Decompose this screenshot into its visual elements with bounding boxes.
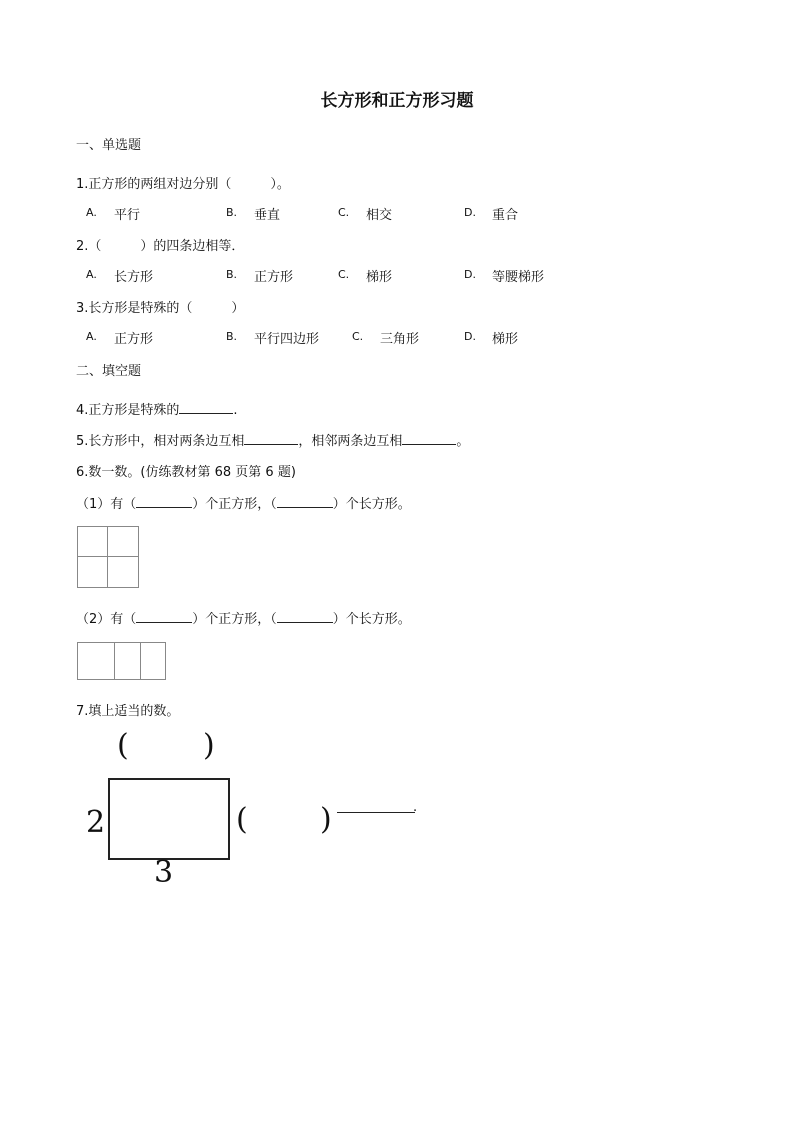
q6-part1-b: ）个正方形，（ [192, 497, 277, 512]
q1-option-c-letter: C. [338, 206, 350, 219]
q6-part2-a: （2）有（ [76, 612, 137, 627]
q3-option-d[interactable]: 梯形 [492, 332, 519, 347]
question-4-blank[interactable] [179, 401, 233, 414]
q2-option-a[interactable]: 长方形 [114, 270, 154, 285]
q2-option-b[interactable]: 正方形 [254, 270, 294, 285]
question-2-stem: 2.（ ）的四条边相等． [76, 239, 245, 254]
question-4-suffix: . [233, 403, 238, 418]
q2-option-c-letter: C. [338, 268, 350, 281]
q6-part1-blank-squares[interactable] [136, 495, 192, 508]
q1-option-d-letter: D. [464, 206, 476, 219]
strip-divider-2 [140, 642, 141, 680]
bottom-side-label: 3 [154, 855, 174, 890]
grid-horizontal-divider [77, 556, 139, 557]
q1-option-b[interactable]: 垂直 [254, 208, 281, 223]
top-answer-slot[interactable] [134, 742, 200, 760]
question-5-prefix: 5.长方形中，相对两条边互相 [76, 434, 245, 449]
q3-option-a-letter: A. [86, 330, 97, 343]
question-5-blank-1[interactable] [244, 432, 298, 445]
q3-option-b-letter: B. [226, 330, 238, 343]
answer-underline[interactable] [337, 812, 415, 813]
q6-part1-a: （1）有（ [76, 497, 137, 512]
strip-outer-rect [77, 642, 166, 680]
left-side-label: 2 [86, 805, 106, 840]
q2-option-b-letter: B. [226, 268, 238, 281]
q1-option-c[interactable]: 相交 [366, 208, 393, 223]
q6-part1-c: ）个长方形。 [332, 497, 411, 512]
grid-outer-square [77, 526, 139, 588]
q3-option-c-letter: C. [352, 330, 364, 343]
q1-option-a-letter: A. [86, 206, 97, 219]
section-fill-blank: 二、填空题 [76, 364, 142, 379]
question-6-stem: 6.数一数。(仿练教材第 68 页第 6 题) [76, 465, 296, 480]
question-5-blank-2[interactable] [402, 432, 456, 445]
page-title: 长方形和正方形习题 [320, 91, 474, 111]
q2-option-c[interactable]: 梯形 [366, 270, 393, 285]
question-3-stem: 3.长方形是特殊的（ ） [76, 301, 245, 316]
q6-part2-blank-rectangles[interactable] [277, 610, 333, 623]
grid-vertical-divider [107, 526, 108, 588]
answer-end-mark: . [413, 800, 418, 815]
question-6-part-2 [76, 608, 411, 627]
question-4 [76, 399, 238, 418]
q2-option-d-letter: D. [464, 268, 476, 281]
question-6-part-1 [76, 493, 411, 512]
q2-option-d[interactable]: 等腰梯形 [492, 270, 545, 285]
right-paren-open: ( [236, 802, 248, 837]
q6-part2-blank-squares[interactable] [136, 610, 192, 623]
strip-divider-1 [114, 642, 115, 680]
top-paren-close: ) [203, 728, 215, 763]
q2-option-a-letter: A. [86, 268, 97, 281]
question-5-suffix: 。 [456, 434, 470, 449]
q3-option-a[interactable]: 正方形 [114, 332, 154, 347]
q6-part2-b: ）个正方形，（ [192, 612, 277, 627]
right-paren-close: ) [320, 802, 332, 837]
q3-option-d-letter: D. [464, 330, 476, 343]
top-paren-open: ( [117, 728, 129, 763]
question-5 [76, 430, 469, 449]
q6-part2-c: ）个长方形。 [332, 612, 411, 627]
q6-part1-blank-rectangles[interactable] [277, 495, 333, 508]
q3-option-b[interactable]: 平行四边形 [254, 332, 320, 347]
section-single-choice: 一、单选题 [76, 138, 142, 153]
question-4-prefix: 4.正方形是特殊的 [76, 403, 180, 418]
q1-option-d[interactable]: 重合 [492, 208, 519, 223]
question-1-stem: 1.正方形的两组对边分别（ ）。 [76, 177, 290, 192]
question-5-middle: ，相邻两条边互相 [298, 434, 403, 449]
question-7-stem: 7.填上适当的数。 [76, 704, 180, 719]
right-answer-slot[interactable] [254, 814, 320, 832]
q3-option-c[interactable]: 三角形 [380, 332, 420, 347]
q1-option-a[interactable]: 平行 [114, 208, 141, 223]
q1-option-b-letter: B. [226, 206, 238, 219]
rectangle-shape [108, 778, 230, 860]
